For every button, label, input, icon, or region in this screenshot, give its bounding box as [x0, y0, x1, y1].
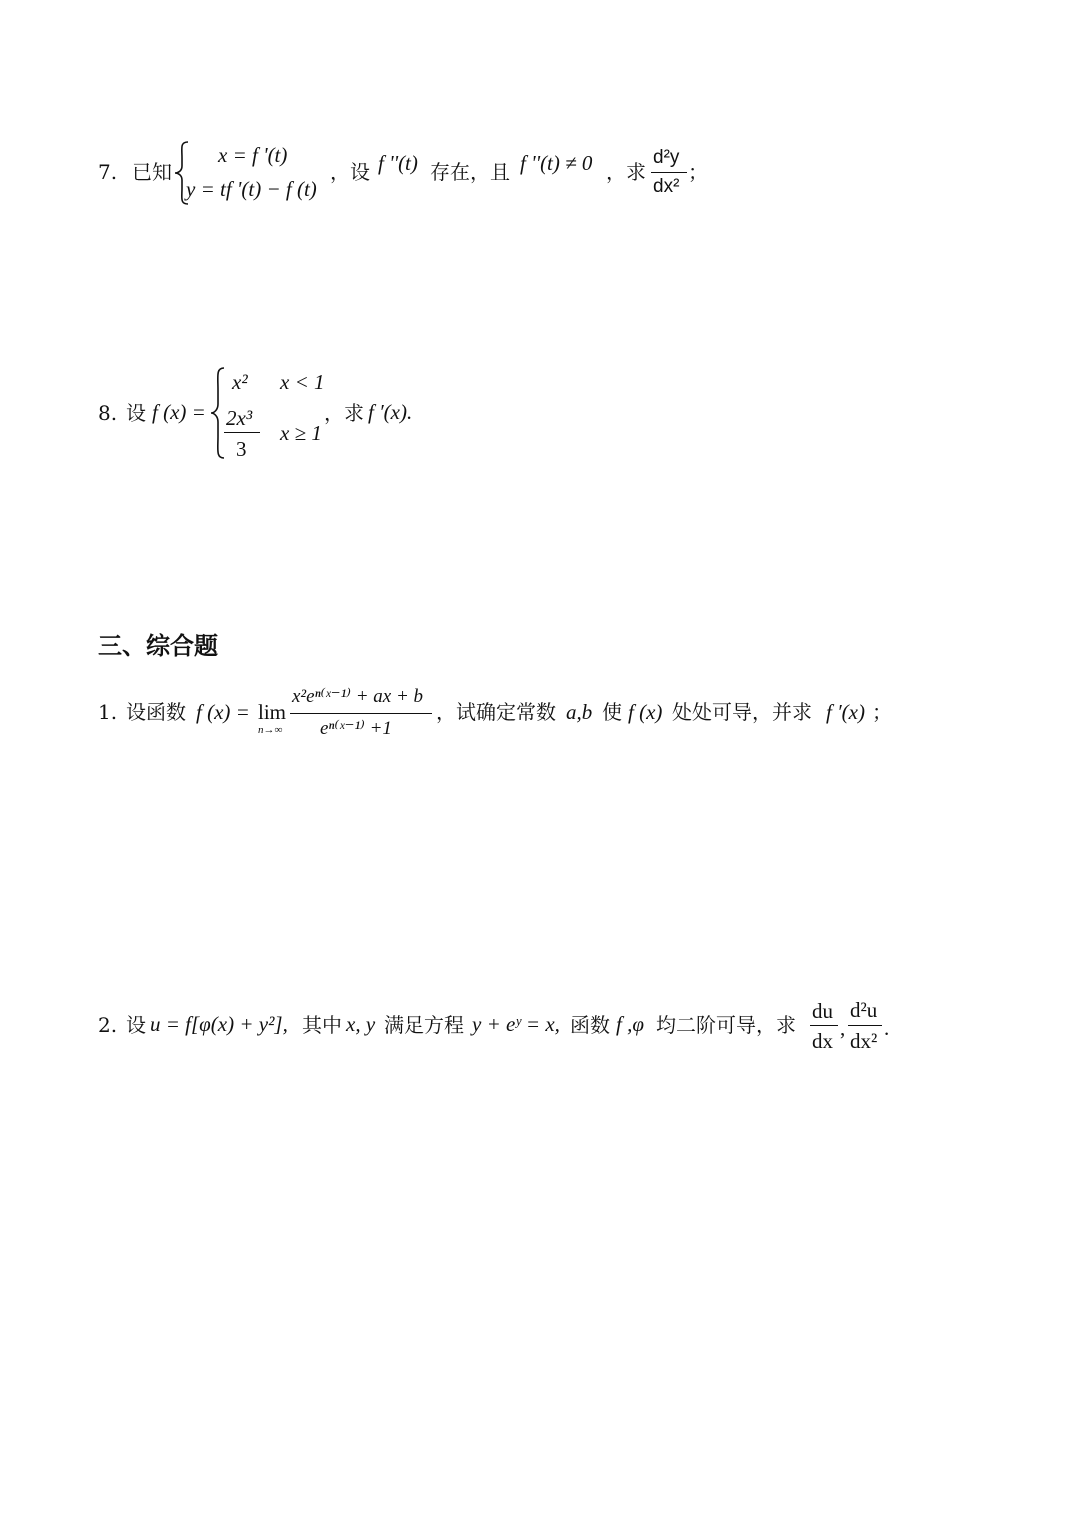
problem-2-frac2-denominator: dx² [850, 1029, 878, 1053]
problem-1-rest-text: 处处可导，并求 [672, 700, 812, 724]
problem-7-given-label: 已知 [132, 160, 172, 184]
problem-1-denominator: eⁿ⁽ˣ⁻¹⁾ +1 [320, 718, 392, 739]
problem-1-constants: a,b [566, 700, 593, 724]
problem-2-equation: y + eʸ = x, [472, 1012, 560, 1036]
problem-1-target: f ′(x) [826, 700, 865, 724]
problem-7-equation-x: x = f '(t) [218, 143, 288, 167]
problem-7-condition-fpp: f ''(t) [378, 151, 418, 175]
problem-8-prefix: 设 [126, 401, 146, 425]
problem-7-comma-set: ，设 [330, 160, 370, 184]
problem-8-function: f (x) = [152, 400, 206, 424]
problem-2-variables: x, y [346, 1012, 376, 1036]
problem-2-u-definition: u = f[φ(x) + y²], [150, 1012, 288, 1036]
problem-7-exists-text: 存在，且 [430, 160, 510, 184]
problem-8-case2-denominator: 3 [236, 437, 247, 461]
problem-2-number: 2. [98, 1013, 118, 1037]
problem-8-case1-condition: x < 1 [280, 370, 325, 394]
problem-7-condition-nonzero: f ''(t) ≠ 0 [520, 151, 593, 175]
problem-1-number: 1. [98, 700, 118, 724]
problem-2-mid4: 均二阶可导，求 [656, 1013, 796, 1037]
problem-2-frac2-numerator: d²u [850, 998, 878, 1022]
problem-2-comma: , [840, 1016, 846, 1040]
problem-2-functions: f ,φ [616, 1012, 644, 1036]
problem-7-ask-text: ，求 [606, 160, 646, 184]
problem-1-end-punct: ； [872, 700, 892, 724]
problem-8-case1-expression: x² [232, 370, 248, 394]
fraction-bar [651, 172, 687, 173]
problem-8-ask-text: ，求 [324, 401, 364, 425]
problem-8-case2-condition: x ≥ 1 [280, 421, 322, 445]
problem-8-target: f ′(x). [368, 400, 413, 424]
fraction-bar [224, 432, 260, 433]
problem-1-function-ref: f (x) [628, 700, 663, 724]
problem-1-numerator: x²eⁿ⁽ˣ⁻¹⁾ + ax + b [292, 686, 424, 707]
problem-1-function: f (x) = [196, 700, 250, 724]
fraction-bar [848, 1025, 882, 1026]
problem-2-frac1-denominator: dx [812, 1029, 833, 1053]
problem-2-mid3: 函数 [570, 1013, 610, 1037]
section-heading: 三、综合题 [98, 632, 218, 660]
problem-2-mid2: 满足方程 [384, 1013, 464, 1037]
problem-1-use-text: 使 [602, 700, 622, 724]
problem-2-frac1-numerator: du [812, 999, 833, 1023]
problem-7-number: 7. [98, 160, 118, 184]
problem-1-limit: lim [258, 700, 287, 724]
fraction-bar [810, 1025, 838, 1026]
problem-8-case2-numerator: 2x³ [226, 406, 253, 430]
problem-1-mid-text: ，试确定常数 [436, 700, 556, 724]
problem-7-fraction-numerator: d²y [653, 147, 680, 168]
problem-1-prefix: 设函数 [126, 700, 186, 724]
problem-7-equation-y: y = tf '(t) − f (t) [186, 177, 317, 201]
problem-2-mid1: 其中 [302, 1013, 342, 1037]
problem-2-prefix: 设 [126, 1013, 146, 1037]
left-brace-icon [208, 366, 228, 460]
problem-2-end-punct: . [884, 1016, 890, 1040]
fraction-bar [290, 713, 432, 714]
problem-7-end-punct: ； [688, 160, 708, 184]
problem-8-number: 8. [98, 401, 118, 425]
problem-1-limit-subscript: n→∞ [258, 724, 283, 736]
problem-7-fraction-denominator: dx² [653, 176, 680, 197]
